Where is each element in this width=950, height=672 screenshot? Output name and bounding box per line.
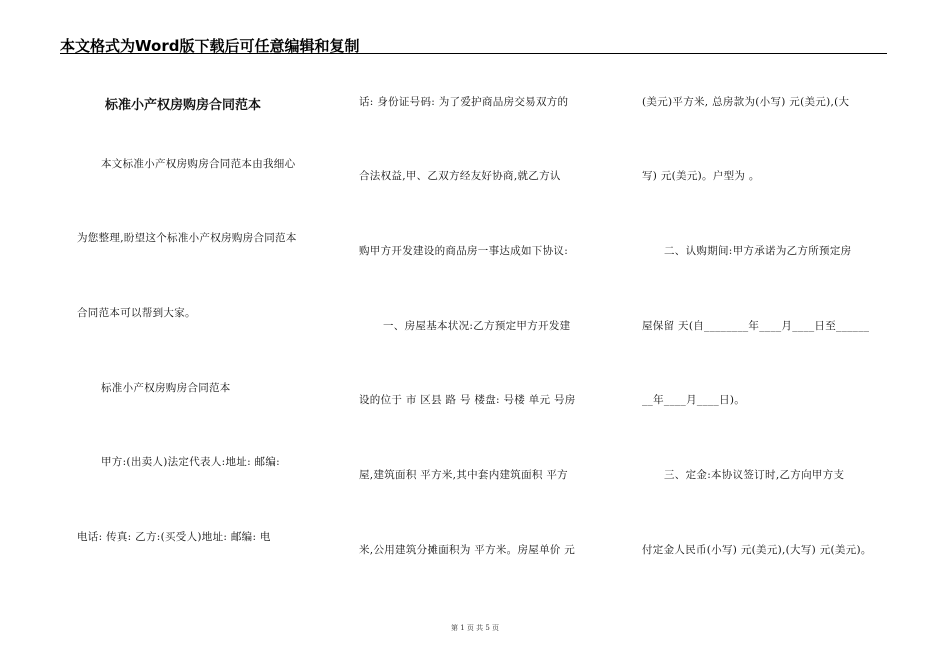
header-rule bbox=[60, 53, 887, 54]
text-line: 写) 元(美元)。户型为 。 bbox=[642, 170, 760, 182]
text-line: 甲方:(出卖人)法定代表人:地址: 邮编: bbox=[101, 456, 280, 468]
text-line: 合同范本可以帮到大家。 bbox=[77, 307, 196, 319]
document-title: 标准小产权房购房合同范本 bbox=[105, 98, 262, 113]
text-line: 一、房屋基本状况:乙方预定甲方开发建 bbox=[383, 320, 571, 332]
text-line: (美元)平方米, 总房款为(小写) 元(美元),(大 bbox=[642, 96, 850, 108]
text-line: 合法权益,甲、乙双方经友好协商,就乙方认 bbox=[359, 170, 561, 182]
text-line: 三、定金:本协议签订时,乙方向甲方支 bbox=[664, 469, 845, 481]
text-line: 购甲方开发建设的商品房一事达成如下协议: bbox=[359, 245, 569, 257]
text-line: 米,公用建筑分摊面积为 平方米。房屋单价 元 bbox=[359, 544, 576, 556]
text-line: 标准小产权房购房合同范本 bbox=[101, 382, 231, 394]
text-line: 本文标准小产权房购房合同范本由我细心 bbox=[101, 158, 296, 170]
page-indicator: 第 1 页 共 5 页 bbox=[450, 624, 500, 632]
text-line: 屋保留 天(自________年____月____日至______ bbox=[642, 320, 870, 332]
text-line: __年____月____日)。 bbox=[642, 394, 746, 406]
text-line: 设的位于 市 区县 路 号 楼盘: 号楼 单元 号房 bbox=[359, 394, 576, 406]
text-line: 话: 身份证号码: 为了爱护商品房交易双方的 bbox=[359, 96, 569, 108]
text-line: 屋,建筑面积 平方米,其中套内建筑面积 平方 bbox=[359, 469, 568, 481]
text-line: 为您整理,盼望这个标准小产权房购房合同范本 bbox=[77, 232, 297, 244]
text-line: 二、认购期间:甲方承诺为乙方所预定房 bbox=[664, 245, 852, 257]
document-banner: 本文格式为Word版下载后可任意编辑和复制 bbox=[60, 37, 360, 55]
text-line: 电话: 传真: 乙方:(买受人)地址: 邮编: 电 bbox=[77, 531, 271, 543]
text-line: 付定金人民币(小写) 元(美元),(大写) 元(美元)。 bbox=[642, 544, 872, 556]
